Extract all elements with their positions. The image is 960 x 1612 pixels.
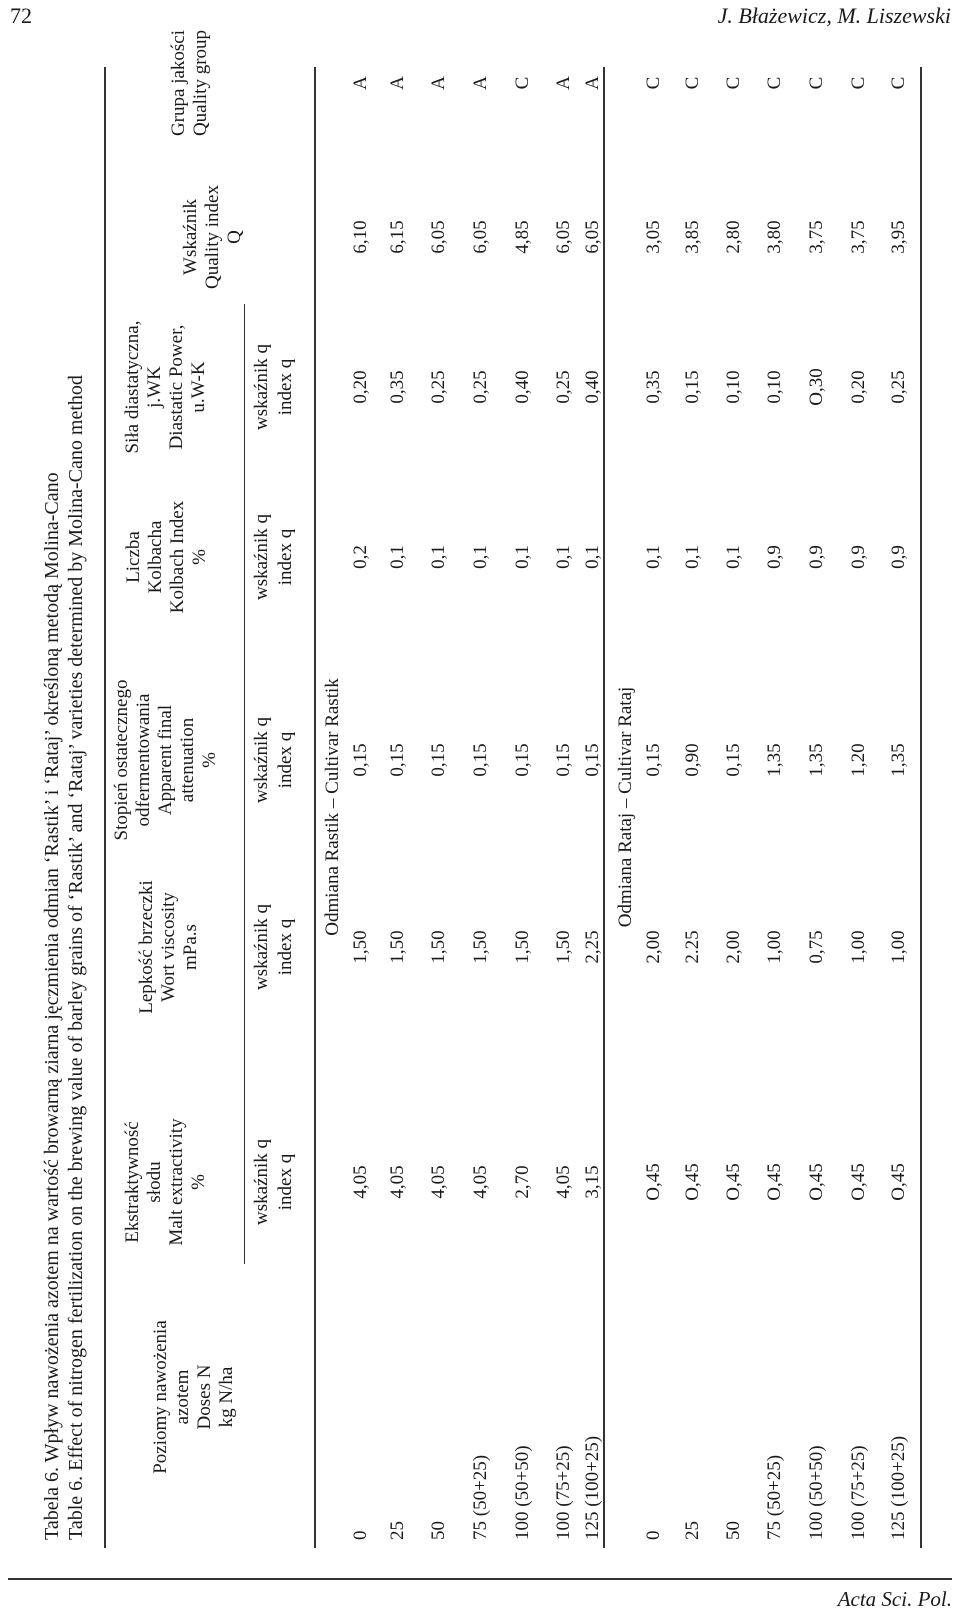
header-malt-extractivity (122, 1118, 210, 1245)
value-cell: 3,75 (806, 220, 827, 254)
header-line: Quality index (202, 185, 223, 289)
value-cell: 1,00 (888, 930, 909, 964)
running-head: J. Błażewicz, M. Liszewski (717, 3, 951, 28)
header-wort-viscosity (136, 880, 202, 1013)
header-line: % (188, 1174, 209, 1190)
subheader-en: index q (275, 358, 296, 416)
header-line: Apparent final (155, 704, 176, 816)
value-cell: C (643, 76, 664, 90)
header-line: Malt extractivity (166, 1118, 187, 1246)
bottom-rule (920, 67, 922, 1548)
value-cell: C (764, 76, 785, 90)
value-cell: 0,1 (723, 545, 744, 569)
header-line: azotem (172, 1369, 193, 1425)
value-cell: 0,10 (723, 370, 744, 404)
header-kolbach-index (123, 501, 211, 613)
value-cell: 3,75 (848, 220, 869, 254)
value-cell: 0,25 (553, 370, 574, 404)
dose-cell: 100 (75+25) (553, 1445, 574, 1540)
header-line: Liczba (123, 531, 144, 583)
subheader-en: index q (275, 1153, 296, 1211)
value-cell: 1,50 (387, 930, 408, 964)
value-cell: 4,05 (553, 1165, 574, 1199)
value-cell: C (806, 76, 827, 90)
value-cell: O,45 (764, 1163, 785, 1201)
header-line: attenuation (177, 717, 198, 803)
footer-rule (8, 1578, 952, 1580)
header-line: Grupa jakości (168, 29, 189, 137)
subheader-pl: wskaźnik q (251, 1138, 272, 1226)
subheader-pl: wskaźnik q (251, 716, 272, 804)
value-cell: A (387, 76, 408, 90)
value-cell: C (888, 76, 909, 90)
value-cell: O,45 (723, 1163, 744, 1201)
value-cell: 0,15 (350, 743, 371, 777)
value-cell: 1,50 (470, 930, 491, 964)
header-apparent-attenuation (111, 680, 221, 841)
section-title: Odmiana Rataj – Cultivar Rataj (615, 686, 636, 928)
value-cell: 0,1 (428, 545, 449, 569)
dose-cell: 25 (682, 1521, 703, 1540)
header-line: % (189, 549, 210, 565)
value-cell: 3,80 (764, 220, 785, 254)
section-rule (603, 67, 605, 1548)
value-cell: O,45 (806, 1163, 827, 1201)
header-doses (150, 1320, 238, 1474)
subheader-pl: wskaźnik q (251, 343, 272, 431)
value-cell: 6,05 (470, 220, 491, 254)
value-cell: 0,40 (582, 370, 603, 404)
value-cell: 0,25 (888, 370, 909, 404)
value-cell: 6,05 (582, 220, 603, 254)
header-line: Diastatic Power, (166, 324, 187, 450)
dose-cell: 125 (100+25) (888, 1435, 909, 1540)
value-cell: 1,50 (512, 930, 533, 964)
dose-cell: 75 (50+25) (470, 1454, 491, 1540)
value-cell: 0,15 (582, 743, 603, 777)
journal-name: Acta Sci. Pol. (837, 1587, 952, 1611)
value-cell: 1,00 (848, 930, 869, 964)
value-cell: 0,15 (470, 743, 491, 777)
value-cell: 0,15 (723, 743, 744, 777)
value-cell: 1,50 (350, 930, 371, 964)
value-cell: O,45 (643, 1163, 664, 1201)
value-cell: 0,9 (806, 545, 827, 569)
header-quality-group (168, 30, 212, 136)
header-line: Quality group (190, 29, 211, 137)
header-rule (314, 67, 316, 1548)
page-number: 72 (10, 3, 32, 28)
value-cell: 1,35 (806, 743, 827, 777)
value-cell: 3,15 (582, 1165, 603, 1199)
value-cell: O,45 (848, 1163, 869, 1201)
value-cell: A (553, 76, 574, 90)
dose-cell: 125 (100+25) (582, 1435, 603, 1540)
dose-cell: 100 (50+50) (512, 1445, 533, 1540)
value-cell: 6,05 (428, 220, 449, 254)
value-cell: 0,20 (350, 370, 371, 404)
dose-cell: 100 (50+50) (806, 1445, 827, 1540)
header-line: Kolbacha (145, 520, 166, 594)
header-line: słodu (144, 1161, 165, 1203)
section-title: Odmiana Rastik – Cultivar Rastik (322, 678, 343, 936)
dose-cell: 100 (75+25) (848, 1445, 869, 1540)
value-cell: 0,9 (888, 545, 909, 569)
dose-cell: 50 (723, 1521, 744, 1540)
value-cell: O,30 (806, 368, 827, 406)
header-line: j.WK (144, 366, 165, 408)
header-line: Kolbach Index (167, 500, 188, 614)
header-line: Poziomy nawożenia (150, 1320, 171, 1474)
dose-cell: 75 (50+25) (764, 1454, 785, 1540)
value-cell: 1,50 (428, 930, 449, 964)
table-6 (40, 29, 940, 1549)
value-cell: 0,1 (682, 545, 703, 569)
header-line: odfermentowania (133, 693, 154, 827)
value-cell: C (512, 76, 533, 90)
value-cell: O,45 (888, 1163, 909, 1201)
caption-pl: Tabela 6. Wpływ nawożenia azotem na wartość browarną ziarna jęczmienia odmian ‘Rastik’ i ‘Rataj’ określoną metodą Molina-Cano (41, 472, 63, 1540)
value-cell: 0,2 (350, 545, 371, 569)
value-cell: 6,05 (553, 220, 574, 254)
value-cell: 0,35 (387, 370, 408, 404)
header-line: Wskaźnik (180, 199, 201, 275)
value-cell: 2,80 (723, 220, 744, 254)
header-line: u.W-K (188, 361, 209, 413)
subheader-pl: wskaźnik q (251, 903, 272, 991)
header-line: Q (224, 230, 245, 244)
value-cell: 0,9 (848, 545, 869, 569)
value-cell: 0,20 (848, 370, 869, 404)
value-cell: 4,05 (428, 1165, 449, 1199)
dose-cell: 50 (428, 1521, 449, 1540)
header-line: Siła diastatyczna, (122, 320, 143, 454)
value-cell: 4,05 (387, 1165, 408, 1199)
subheader-en: index q (275, 528, 296, 586)
value-cell: 0,15 (387, 743, 408, 777)
header-line: % (199, 752, 220, 768)
value-cell: 1,35 (764, 743, 785, 777)
value-cell: O,45 (682, 1163, 703, 1201)
value-cell: 0,1 (470, 545, 491, 569)
value-cell: 0,9 (764, 545, 785, 569)
dose-cell: 25 (387, 1521, 408, 1540)
value-cell: 1,20 (848, 743, 869, 777)
value-cell: 6,15 (387, 220, 408, 254)
subheader-en: index q (275, 731, 296, 789)
header-line: kg N/ha (216, 1366, 237, 1428)
value-cell: 3,85 (682, 220, 703, 254)
header-line: Stopień ostatecznego (111, 679, 132, 841)
value-cell: 0,15 (428, 743, 449, 777)
value-cell: 0,35 (643, 370, 664, 404)
value-cell: A (350, 76, 371, 90)
value-cell: 0,40 (512, 370, 533, 404)
header-line: Doses N (194, 1364, 215, 1430)
value-cell: 0,1 (582, 545, 603, 569)
value-cell: 2,25 (582, 930, 603, 964)
subheader-pl: wskaźnik q (251, 513, 272, 601)
value-cell: 0,75 (806, 930, 827, 964)
caption-en: Table 6. Effect of nitrogen fertilization on the brewing value of barley grains of ‘Rastik’ and ‘Rataj’ varieties determined by Molina-Cano method (65, 375, 87, 1540)
value-cell: 4,05 (470, 1165, 491, 1199)
value-cell: 2.25 (682, 930, 703, 964)
value-cell: 0,90 (682, 743, 703, 777)
value-cell: 0,15 (512, 743, 533, 777)
value-cell: 3,95 (888, 220, 909, 254)
value-cell: 0,15 (643, 743, 664, 777)
subheader-en: index q (275, 918, 296, 976)
value-cell: 4,05 (350, 1165, 371, 1199)
value-cell: 1,35 (888, 743, 909, 777)
value-cell: 6,10 (350, 220, 371, 254)
value-cell: 0,1 (643, 545, 664, 569)
value-cell: 0,1 (387, 545, 408, 569)
header-diastatic-power (122, 321, 210, 454)
value-cell: C (682, 76, 703, 90)
value-cell: 0,25 (470, 370, 491, 404)
value-cell: C (723, 76, 744, 90)
value-cell: 0,25 (428, 370, 449, 404)
value-cell: A (428, 76, 449, 90)
value-cell: 3,05 (643, 220, 664, 254)
dose-cell: 0 (643, 1530, 664, 1540)
header-quality-index (180, 185, 246, 289)
header-line: Ekstraktywność (122, 1121, 143, 1243)
value-cell: 0,15 (553, 743, 574, 777)
value-cell: 1,50 (553, 930, 574, 964)
value-cell: A (470, 76, 491, 90)
value-cell: 2,00 (723, 930, 744, 964)
header-line: mPa.s (180, 924, 201, 970)
header-line: Wort viscosity (158, 892, 179, 1002)
value-cell: 4,85 (512, 220, 533, 254)
header-line: Lepkość brzeczki (136, 880, 157, 1014)
top-rule (104, 67, 106, 1548)
value-cell: 1,00 (764, 930, 785, 964)
value-cell: 0,1 (553, 545, 574, 569)
value-cell: 2,00 (643, 930, 664, 964)
value-cell: 0,15 (682, 370, 703, 404)
value-cell: C (848, 76, 869, 90)
subheader-rule (244, 304, 245, 1264)
value-cell: 0,10 (764, 370, 785, 404)
value-cell: 0,1 (512, 545, 533, 569)
value-cell: 2,70 (512, 1165, 533, 1199)
value-cell: A (582, 76, 603, 90)
dose-cell: 0 (350, 1530, 371, 1540)
